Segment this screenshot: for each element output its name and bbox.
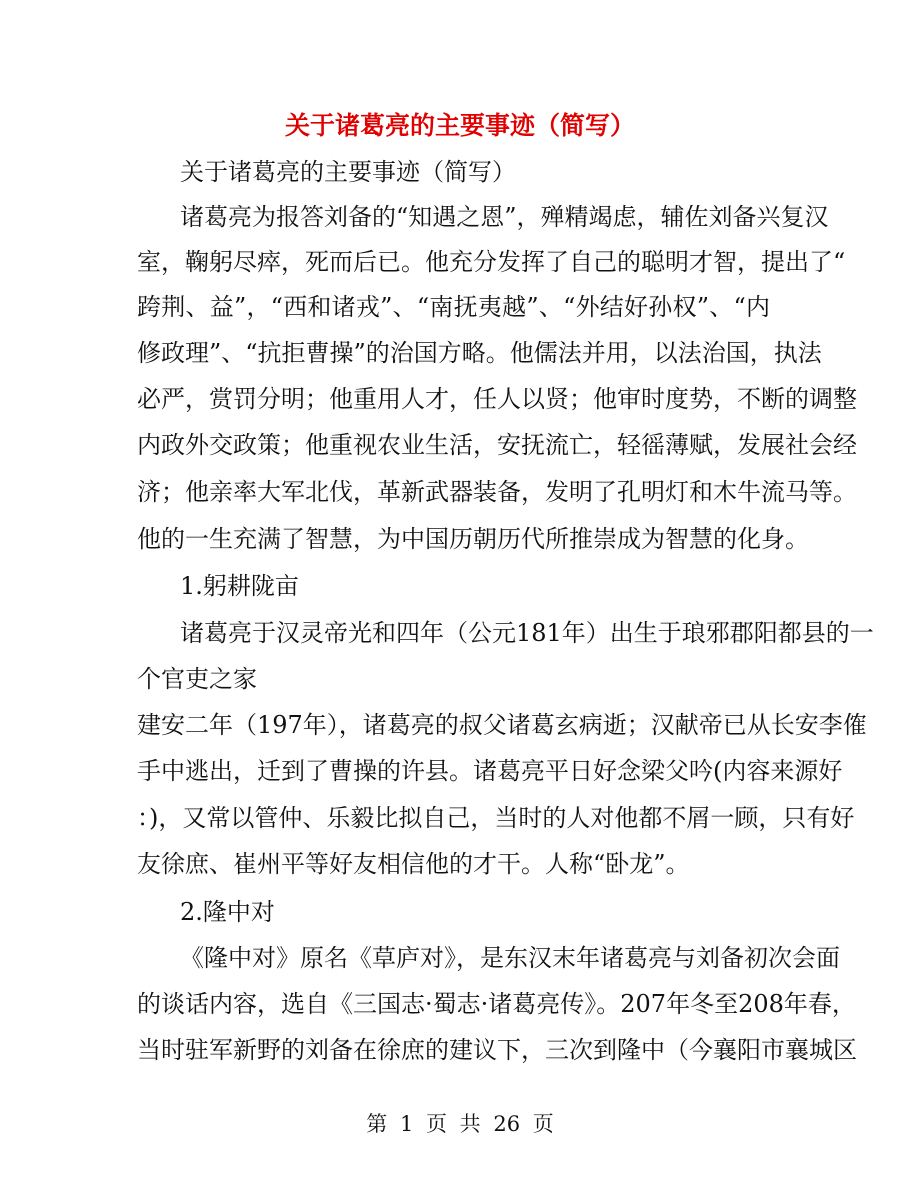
document-title: 关于诸葛亮的主要事迹（简写） [284, 111, 635, 140]
text-line: ：)，又常以管仲、乐毅比拟自己，当时的人对他都不屑一顾，只有好 [137, 804, 855, 832]
text-line: 跨荆、益”，“西和诸戎”、“南抚夷越”、“外结好孙权”、“内 [137, 293, 770, 321]
text-line: 《隆中对》原名《草庐对》，是东汉末年诸葛亮与刘备初次会面 [180, 944, 840, 972]
text-line: 诸葛亮于汉灵帝光和四年（公元181年）出生于琅邪郡阳都县的一 [180, 619, 874, 647]
text-line: 友徐庶、崔州平等好友相信他的才干。人称“卧龙”。 [137, 850, 690, 878]
text-line: 的谈话内容，选自《三国志·蜀志·诸葛亮传》。207年冬至208年春， [137, 990, 856, 1018]
section-heading: 1.躬耕陇亩 [180, 572, 299, 600]
text-line: 济；他亲率大军北伐，革新武器装备，发明了孔明灯和木牛流马等。 [137, 478, 857, 506]
text-line: 必严，赏罚分明；他重用人才，任人以贤；他审时度势，不断的调整 [137, 385, 857, 413]
text-line: 内政外交政策；他重视农业生活，安抚流亡，轻徭薄赋，发展社会经 [137, 431, 857, 459]
text-line: 建安二年（197年），诸葛亮的叔父诸葛玄病逝；汉献帝已从长安李傕 [137, 711, 867, 739]
text-line: 室，鞠躬尽瘁，死而后已。他充分发挥了自己的聪明才智，提出了“ [137, 248, 846, 276]
page-number-footer: 第 1 页 共 26 页 [366, 1112, 554, 1136]
text-line: 个官吏之家 [137, 665, 257, 693]
text-line: 当时驻军新野的刘备在徐庶的建议下，三次到隆中（今襄阳市襄城区 [137, 1036, 857, 1064]
text-line: 手中逃出，迁到了曹操的许县。诸葛亮平日好念梁父吟(内容来源好 [137, 757, 843, 785]
text-line: 他的一生充满了智慧，为中国历朝历代所推崇成为智慧的化身。 [137, 525, 809, 553]
text-line: 诸葛亮为报答刘备的“知遇之恩”，殚精竭虑，辅佐刘备兴复汉 [180, 203, 829, 231]
text-line: 修政理”、“抗拒曹操”的治国方略。他儒法并用，以法治国，执法 [137, 339, 822, 367]
subtitle-line: 关于诸葛亮的主要事迹（简写） [180, 158, 516, 186]
section-heading: 2.隆中对 [180, 898, 275, 926]
